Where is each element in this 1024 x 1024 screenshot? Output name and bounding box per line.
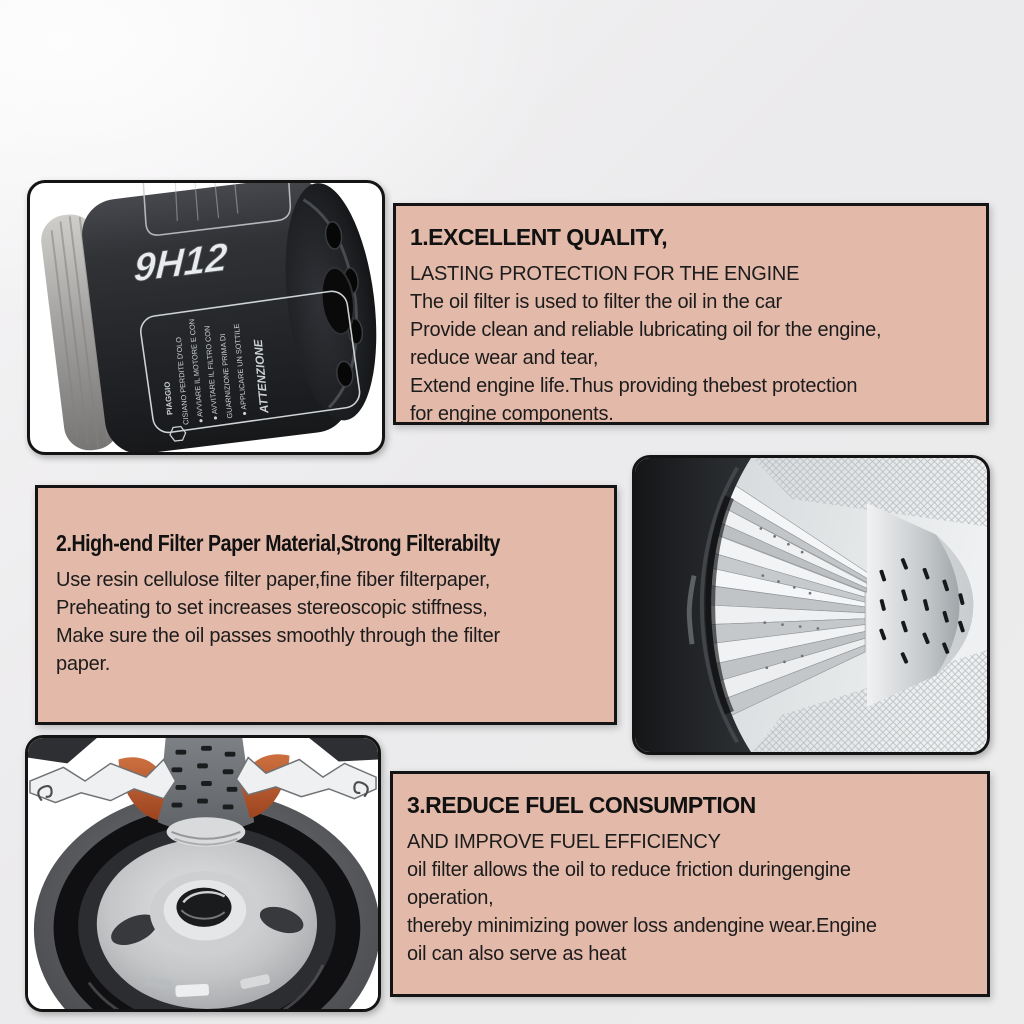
- feature-1-line: Extend engine life.Thus providing thebest protection: [410, 375, 858, 397]
- oil-filter-photo: [27, 180, 385, 455]
- svg-text:● APPLICARE UN SOTTILE: ● APPLICARE UN SOTTILE: [231, 323, 249, 417]
- filter-paper-illustration: [635, 458, 987, 752]
- feature-1-line: Provide clean and reliable lubricating oil for the engine,: [410, 319, 882, 341]
- feature-1-line: The oil filter is used to filter the oil in the car: [410, 291, 782, 313]
- warning-label-title: ATTENZIONE: [251, 338, 272, 414]
- brand-text: PIAGGIO: [162, 381, 175, 416]
- feature-2-line: Preheating to set increases stereoscopic stiffness,: [56, 597, 488, 619]
- feature-3-line: thereby minimizing power loss andengine wear.Engine: [407, 915, 877, 937]
- filter-base-illustration: [28, 738, 378, 1009]
- feature-3-line: AND IMPROVE FUEL EFFICIENCY: [407, 831, 721, 853]
- feature-1-line: LASTING PROTECTION FOR THE ENGINE: [410, 263, 800, 285]
- svg-text:● AVVITARE IL FILTRO CON: ● AVVITARE IL FILTRO CON: [202, 325, 220, 421]
- filter-base-cutaway-photo: [25, 735, 381, 1012]
- feature-2-title: 2.High-end Filter Paper Material,Strong Filterabilty: [56, 530, 500, 556]
- feature-3-line: operation,: [407, 887, 494, 909]
- feature-2-line: Use resin cellulose filter paper,fine fiber filterpaper,: [56, 569, 491, 591]
- svg-text:CISIANO PERDITE D'OLO: CISIANO PERDITE D'OLO: [173, 336, 191, 426]
- filter-paper-cutaway-photo: [632, 455, 990, 755]
- svg-text:GUARNIZIONE PRIMA DI: GUARNIZIONE PRIMA DI: [217, 333, 235, 419]
- svg-text:● AVVIARE IL MOTORE E CON: ● AVVIARE IL MOTORE E CON: [187, 318, 206, 424]
- feature-1-line: for engine components.: [410, 403, 614, 425]
- feature-panel-3: [390, 771, 990, 997]
- feature-panel-2: [35, 485, 617, 725]
- filter-model-code: 9H12: [132, 235, 229, 291]
- feature-3-line: oil can also serve as heat: [407, 943, 627, 965]
- feature-2-line: paper.: [56, 653, 111, 675]
- feature-2-line: Make sure the oil passes smoothly through the filter: [56, 625, 500, 647]
- oil-filter-illustration: [30, 183, 382, 452]
- feature-1-line: reduce wear and tear,: [410, 347, 599, 369]
- feature-3-line: oil filter allows the oil to reduce friction duringengine: [407, 859, 851, 881]
- feature-1-title: 1.EXCELLENT QUALITY,: [410, 224, 668, 250]
- feature-panel-1: [393, 203, 989, 425]
- feature-3-title: 3.REDUCE FUEL CONSUMPTION: [407, 792, 756, 818]
